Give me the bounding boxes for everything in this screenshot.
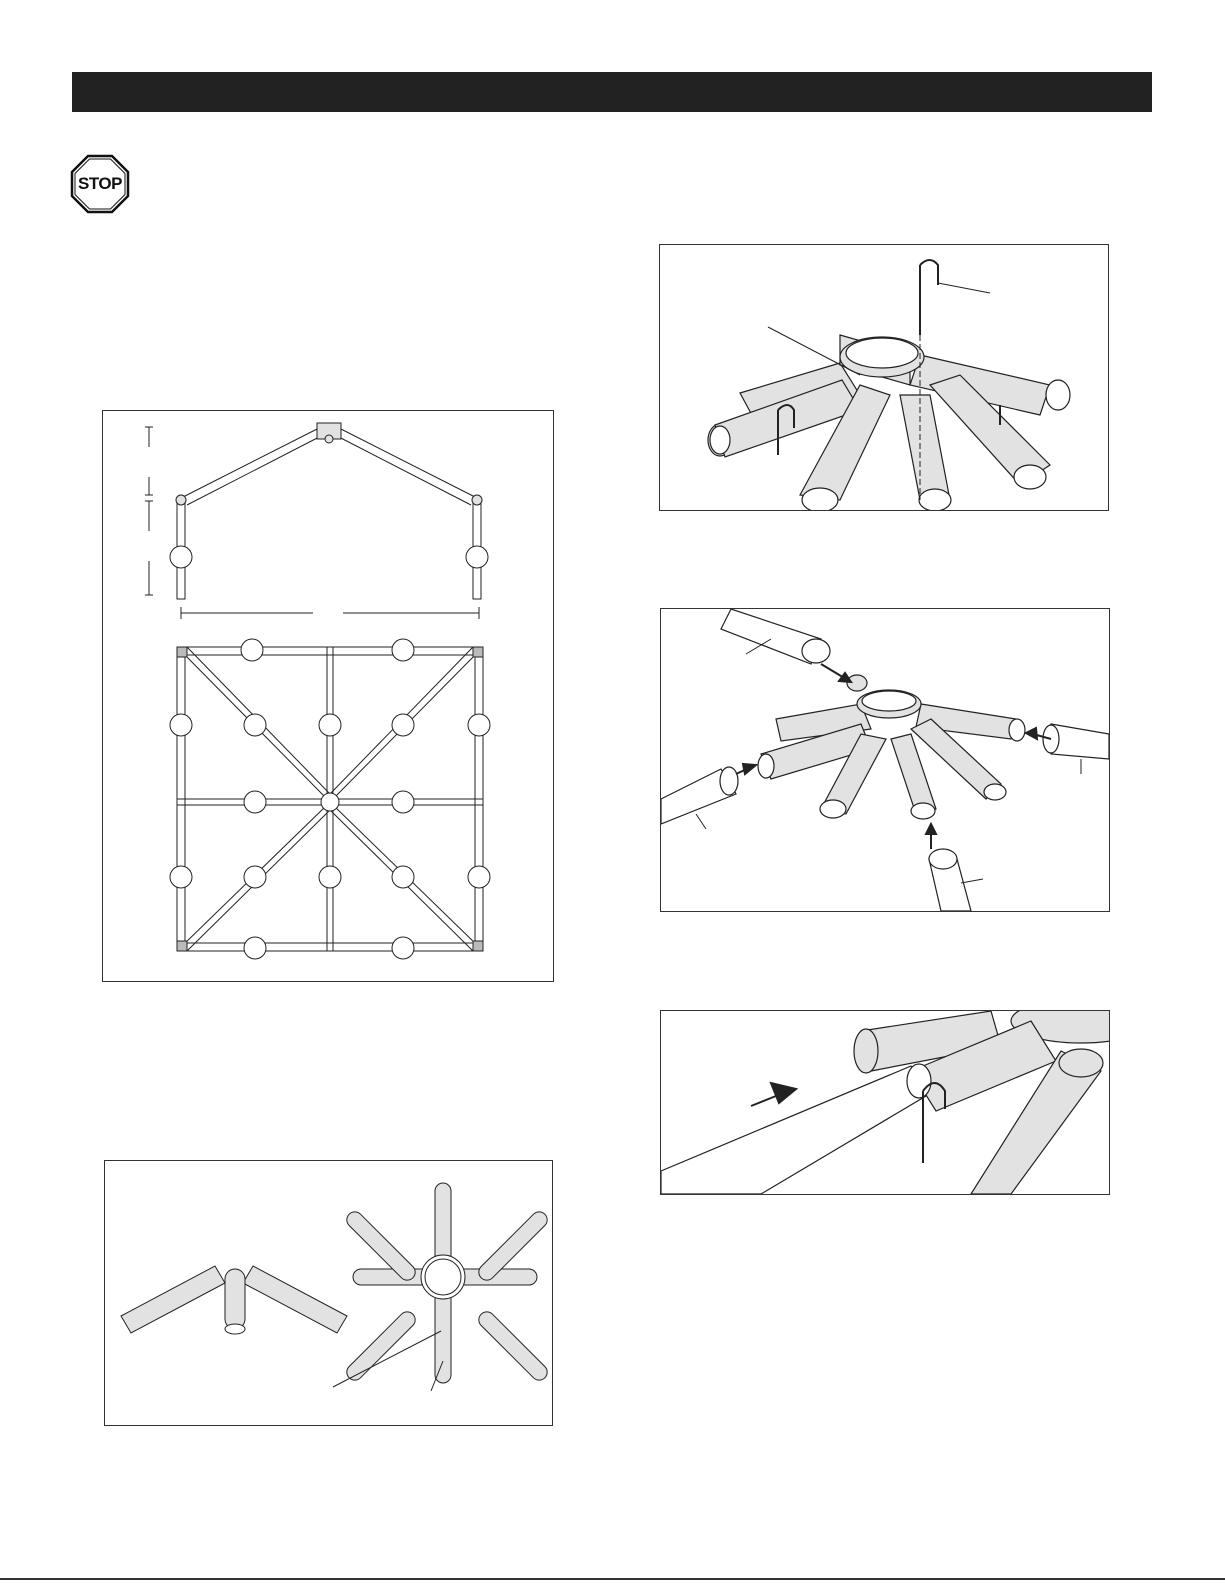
hub-pin-diagram <box>659 244 1109 511</box>
pipe-closeup-diagram <box>660 1010 1110 1195</box>
frame-layout-diagram <box>102 410 554 982</box>
frame-layout-svg <box>103 411 553 981</box>
stop-label: STOP <box>78 174 122 193</box>
section-header-bar <box>72 72 1152 112</box>
hub-pipe-insertion-svg <box>661 609 1109 911</box>
hub-connector-diagram <box>104 1160 553 1426</box>
hub-connector-svg <box>105 1161 552 1425</box>
hub-pin-svg <box>660 245 1108 510</box>
stop-sign-icon <box>70 154 130 214</box>
pipe-closeup-svg <box>661 1011 1109 1194</box>
page-footer-rule <box>0 1578 1225 1580</box>
hub-pipe-insertion-diagram <box>660 608 1110 912</box>
